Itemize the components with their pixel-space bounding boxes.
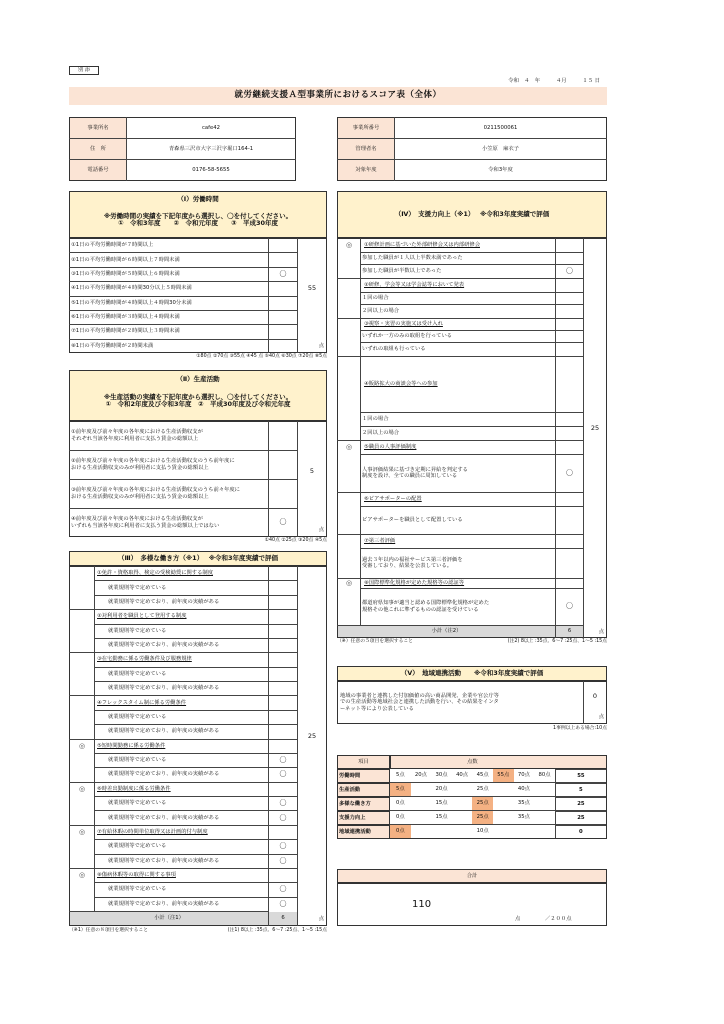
address-label: 住 所: [90, 145, 106, 152]
section3-suboption: 就業規則等で定めており、前年度の実績がある: [108, 598, 220, 605]
section1-option: ⑤1日の平均労働時間が４時間以上４時間30分未満: [71, 299, 192, 306]
summary-row-total: 5: [555, 783, 607, 797]
section3-suboption: 就業規則等で定めている: [108, 757, 167, 764]
summary-point-cell: 40点: [452, 769, 473, 783]
section3-suboption: 就業規則等で定めている: [108, 713, 167, 720]
summary-point-cell: 0点: [390, 825, 411, 839]
section5-pt: 点: [598, 713, 604, 720]
section3-suboption: 就業規則等で定めている: [108, 886, 167, 893]
section4-pt: 点: [598, 628, 604, 635]
section3-item: ⑦有給休暇の時間単位取得又は計画的付与制度: [97, 828, 208, 835]
summary-point-cell: 35点: [514, 797, 535, 811]
summary-point-cell: 15点: [431, 797, 452, 811]
summary-row-total: 55: [555, 769, 607, 783]
section3-suboption: 就業規則等で定めており、前年度の実績がある: [108, 642, 220, 649]
section1-option: ②1日の平均労働時間が６時間以上７時間未満: [71, 256, 180, 263]
summary-point-cell: 5点: [390, 769, 411, 783]
total-label: 合計: [466, 872, 478, 879]
section4-suboption: 過去３年以内の福祉サービス第三者評価を 受審しており、結果を公表している。: [362, 556, 463, 569]
section2-option: ③前年度及び前々年度の各年度における生産活動収支のうち前々年度に おける生産活動収支のみが利用者に支払う賃金の総額以上: [71, 487, 240, 500]
section1-title: （Ⅰ）労働時間: [177, 194, 219, 203]
summary-row-label: 生産活動: [339, 786, 361, 793]
summary-point-cell: 25点: [472, 797, 493, 811]
section3-suboption: 就業規則等で定めており、前年度の実績がある: [108, 685, 220, 692]
summary-point-cell: 40点: [514, 783, 535, 797]
manager-value: 小笠原 麻衣子: [481, 145, 520, 152]
section4-suboption: ピアサポーターを職員として配置している: [362, 516, 463, 523]
section3-item: ③在宅勤務に係る労働条件及び服務規律: [97, 656, 192, 663]
address-value: 青森県三沢市大字三沢字堀口164-1: [168, 145, 254, 152]
attachment-tag: 別 添: [69, 66, 99, 75]
selected-mark[interactable]: 〇: [566, 468, 573, 477]
section5-note: 1事例以上ある場合:10点: [553, 726, 607, 732]
selected-mark[interactable]: 〇: [279, 269, 287, 278]
section3-suboption: 就業規則等で定めている: [108, 843, 167, 850]
section3-item: ④フレックスタイム制に係る労働条件: [97, 699, 187, 706]
target-year-label: 対象年度: [355, 166, 377, 173]
section4-suboption: 都道府県知事が適当と認める国際標準化規格が定めた 規格その他これに準ずるものの認証を受けている: [362, 600, 490, 613]
section2-score: 5: [309, 467, 315, 476]
selected-mark[interactable]: 〇: [279, 856, 287, 865]
summary-point-cell: 25点: [472, 811, 493, 825]
summary-point-cell: 15点: [431, 811, 452, 825]
section2-option: ①前年度及び前々年度の各年度における生産活動収支が それぞれ当該各年度に利用者に支払う賃金の総額以上: [71, 429, 203, 442]
section4-subtotal-label: 小計（注2）: [338, 626, 555, 637]
summary-border: [337, 755, 607, 839]
summary-point-cell: 35点: [514, 811, 535, 825]
selected-mark[interactable]: 〇: [279, 842, 287, 851]
section3-note1: （※1）任意の８項目を選択すること: [69, 928, 149, 934]
section4-item: ③視察・実習の実施又は受け入れ: [364, 320, 443, 327]
section1-option: ⑧1日の平均労働時間が２時間未満: [71, 342, 154, 349]
summary-point-cell: 0点: [390, 797, 411, 811]
summary-row-label: 地域連携活動: [339, 828, 371, 835]
section3-suboption: 就業規則等で定めている: [108, 800, 167, 807]
section1-option: ④1日の平均労働時間が４時間30分以上５時間未満: [71, 285, 192, 292]
section4-note1: （※）任意の５項目を選択すること: [337, 639, 413, 645]
selected-item-mark[interactable]: ◎: [78, 871, 86, 880]
section1-option: ⑥1日の平均労働時間が３時間以上４時間未満: [71, 314, 180, 321]
section4-item: ⑥ピアサポーターの配置: [364, 495, 422, 502]
section4-suboption: １回の場合: [362, 294, 389, 301]
selected-item-mark[interactable]: ◎: [78, 784, 86, 793]
section3-subtotal-label: 小計（注1）: [70, 912, 268, 925]
summary-header-item-label: 項目: [358, 758, 369, 765]
phone-value: 0176-58-5655: [192, 166, 230, 173]
section2-instruction: ※生産活動の実績を下記年度から選択し、〇を付してください。 ① 令和2年度及び令和3年度 ② 平成30年度及び令和元年度: [103, 392, 293, 408]
section3-suboption: 就業規則等で定めており、前年度の実績がある: [108, 857, 220, 864]
summary-row-total: 0: [555, 825, 607, 839]
phone-label: 電話番号: [87, 166, 109, 173]
total-max: ／２００点: [545, 916, 572, 923]
facility-number-value: 0211500061: [483, 124, 518, 131]
section3-suboption: 就業規則等で定めており、前年度の実績がある: [108, 900, 220, 907]
section4-suboption: ２回以上の場合: [362, 307, 400, 314]
selected-item-mark[interactable]: ◎: [345, 240, 353, 249]
selected-mark[interactable]: 〇: [279, 813, 287, 822]
summary-point-cell: 20点: [411, 769, 432, 783]
selected-mark[interactable]: 〇: [566, 266, 573, 275]
section5-score: 0: [592, 692, 598, 701]
section2-option: ②前年度及び前々年度の各年度における生産活動収支のうち前年度に おける生産活動収支のみが利用者に支払う賃金の総額以上: [71, 458, 235, 471]
section4-item: ④販路拡大の商談会等への参加: [364, 380, 438, 387]
section3-item: ⑤短時間勤務に係る労働条件: [97, 742, 166, 749]
section4-item: ②研修、学会等又は学会誌等において発表: [364, 281, 465, 288]
section4-suboption: 参加した職員が１人以上半数未満であった: [362, 254, 463, 261]
section1-option: ①1日の平均労働時間が７時間以上: [71, 242, 154, 249]
selected-mark[interactable]: 〇: [279, 756, 287, 765]
section4-suboption: 参加した職員が半数以上であった: [362, 267, 442, 274]
section4-item: ⑦第三者評価: [364, 537, 396, 544]
section3-score: 25: [307, 732, 317, 741]
summary-row-label: 支援力向上: [339, 814, 366, 821]
selected-mark[interactable]: 〇: [566, 602, 573, 611]
section5-title: （Ⅴ） 地域連携活動 ※令和3年度実績で評価: [400, 668, 544, 677]
section2-point-legend: ①40点 ②25点 ③20点 ④5点: [264, 538, 327, 544]
section2-title: （Ⅱ）生産活動: [176, 374, 220, 383]
summary-point-cell: 25点: [472, 783, 493, 797]
section4-item: ①研修計画に基づいた外部研修会又は内部研修会: [364, 241, 480, 248]
section3-note2: (注1) 8以上 :35点、6～7 :25点、1～5 :15点: [227, 928, 327, 934]
section3-title: （Ⅲ） 多様な働き方（※1） ※令和3年度実績で評価: [117, 553, 279, 562]
section3-suboption: 就業規則等で定めている: [108, 627, 167, 634]
summary-header-points-label: 点数: [467, 758, 478, 765]
section3-item: ①免許・資格取得、検定の受検勧奨に関する制度: [97, 570, 213, 577]
page-title: 就労継続支援Ａ型事業所におけるスコア表（全体）: [69, 87, 607, 105]
summary-point-cell: 55点: [493, 769, 514, 783]
section1-instruction: ※労働時間の実績を下記年度から選択し、〇を付してください。 ① 令和3年度 ② 令和元年度 ③ 平成30年度: [103, 211, 293, 227]
section1-point-legend: ①80点 ②70点 ③55点 ④45 点 ⑤40点 ⑥30点 ⑦20点 ⑧5点: [196, 354, 327, 360]
section3-item: ②対利用者を職員として登用する制度: [97, 613, 187, 620]
section3-suboption: 就業規則等で定めている: [108, 670, 167, 677]
document-date: 令和 ４ 年 ４月 １５ 日: [508, 77, 600, 84]
summary-point-cell: 30点: [431, 769, 452, 783]
section1-option: ③1日の平均労働時間が５時間以上６時間未満: [71, 270, 180, 277]
selected-item-mark[interactable]: ◎: [78, 741, 86, 750]
section3-suboption: 就業規則等で定めており、前年度の実績がある: [108, 728, 220, 735]
selected-mark[interactable]: 〇: [279, 885, 287, 894]
selected-item-mark[interactable]: ◎: [345, 442, 353, 451]
selected-mark[interactable]: 〇: [279, 770, 287, 779]
section4-subtotal-value: 6: [556, 626, 583, 637]
summary-point-cell: 80点: [534, 769, 555, 783]
section1-pt: 点: [318, 342, 324, 349]
selected-mark[interactable]: 〇: [279, 799, 287, 808]
target-year-value: 令和3年度: [488, 166, 513, 173]
summary-point-cell: 70点: [514, 769, 535, 783]
section3-suboption: 就業規則等で定めており、前年度の実績がある: [108, 814, 220, 821]
section4-suboption: いずれの取組も行っている: [362, 345, 426, 352]
summary-point-cell: 5点: [390, 783, 411, 797]
section5-text: 地域の事業者と連携した付加価値の高い商品開発、企業や官公庁等 での生産活動等地域社会と連携した活動を行い、その結果をインタ ーネット等により公表している: [340, 693, 499, 712]
section4-note2: (注2) 8以上 :35点、6～7 :25点、1～5 :15点: [507, 639, 607, 645]
section3-pt: 点: [318, 915, 324, 922]
total-pt: 点: [515, 916, 521, 923]
section3-subtotal-value: 6: [269, 912, 297, 925]
facility-name-value: cafe42: [201, 124, 221, 131]
section4-item: ⑧国際標準化規格が定めた規格等の認証等: [364, 579, 465, 586]
section4-suboption: 人事評価結果に基づき定期に昇給を判定する 制度を設け、全ての職員に周知している: [362, 466, 468, 479]
facility-name-label: 事業所名: [87, 124, 109, 131]
selected-item-mark[interactable]: ◎: [78, 827, 86, 836]
summary-point-cell: 10点: [472, 825, 493, 839]
section2-pt: 点: [318, 526, 324, 533]
section1-option: ⑦1日の平均労働時間が２時間以上３時間未満: [71, 328, 180, 335]
selected-item-mark[interactable]: ◎: [345, 578, 353, 587]
section1-score: 55: [307, 284, 317, 293]
section4-score: 25: [590, 424, 600, 433]
selected-mark[interactable]: 〇: [279, 899, 287, 908]
section3-suboption: 就業規則等で定めており、前年度の実績がある: [108, 771, 220, 778]
summary-point-cell: 45点: [472, 769, 493, 783]
summary-row-total: 25: [555, 797, 607, 811]
summary-row-label: 多様な働き方: [339, 800, 371, 807]
section3-item: ⑧傷病休暇等の取得に関する事項: [97, 872, 176, 879]
section4-title: （Ⅳ） 支援力向上（※1） ※令和3年度実績で評価: [394, 209, 550, 218]
section2-option: ④前年度及び前々年度の各年度における生産活動収支が いずれも当該各年度に利用者に支払う賃金の総額以上ではない: [71, 516, 220, 529]
section4-suboption: ２回以上の場合: [362, 429, 400, 436]
summary-row-label: 労働時間: [339, 772, 361, 779]
total-value: 110: [412, 899, 432, 911]
section4-suboption: いずれか一方のみの取組を行っている: [362, 332, 453, 339]
section3-item: ⑥時差出勤制度に係る労働条件: [97, 785, 171, 792]
section4-suboption: １回の場合: [362, 415, 389, 422]
facility-number-label: 事業所番号: [352, 124, 380, 131]
summary-point-cell: 20点: [431, 783, 452, 797]
summary-point-cell: 0点: [390, 811, 411, 825]
summary-row-total: 25: [555, 811, 607, 825]
section4-item: ⑤職員の人事評価制度: [364, 443, 417, 450]
manager-label: 管理者名: [355, 145, 377, 152]
selected-mark[interactable]: 〇: [279, 518, 287, 527]
section3-suboption: 就業規則等で定めている: [108, 584, 167, 591]
